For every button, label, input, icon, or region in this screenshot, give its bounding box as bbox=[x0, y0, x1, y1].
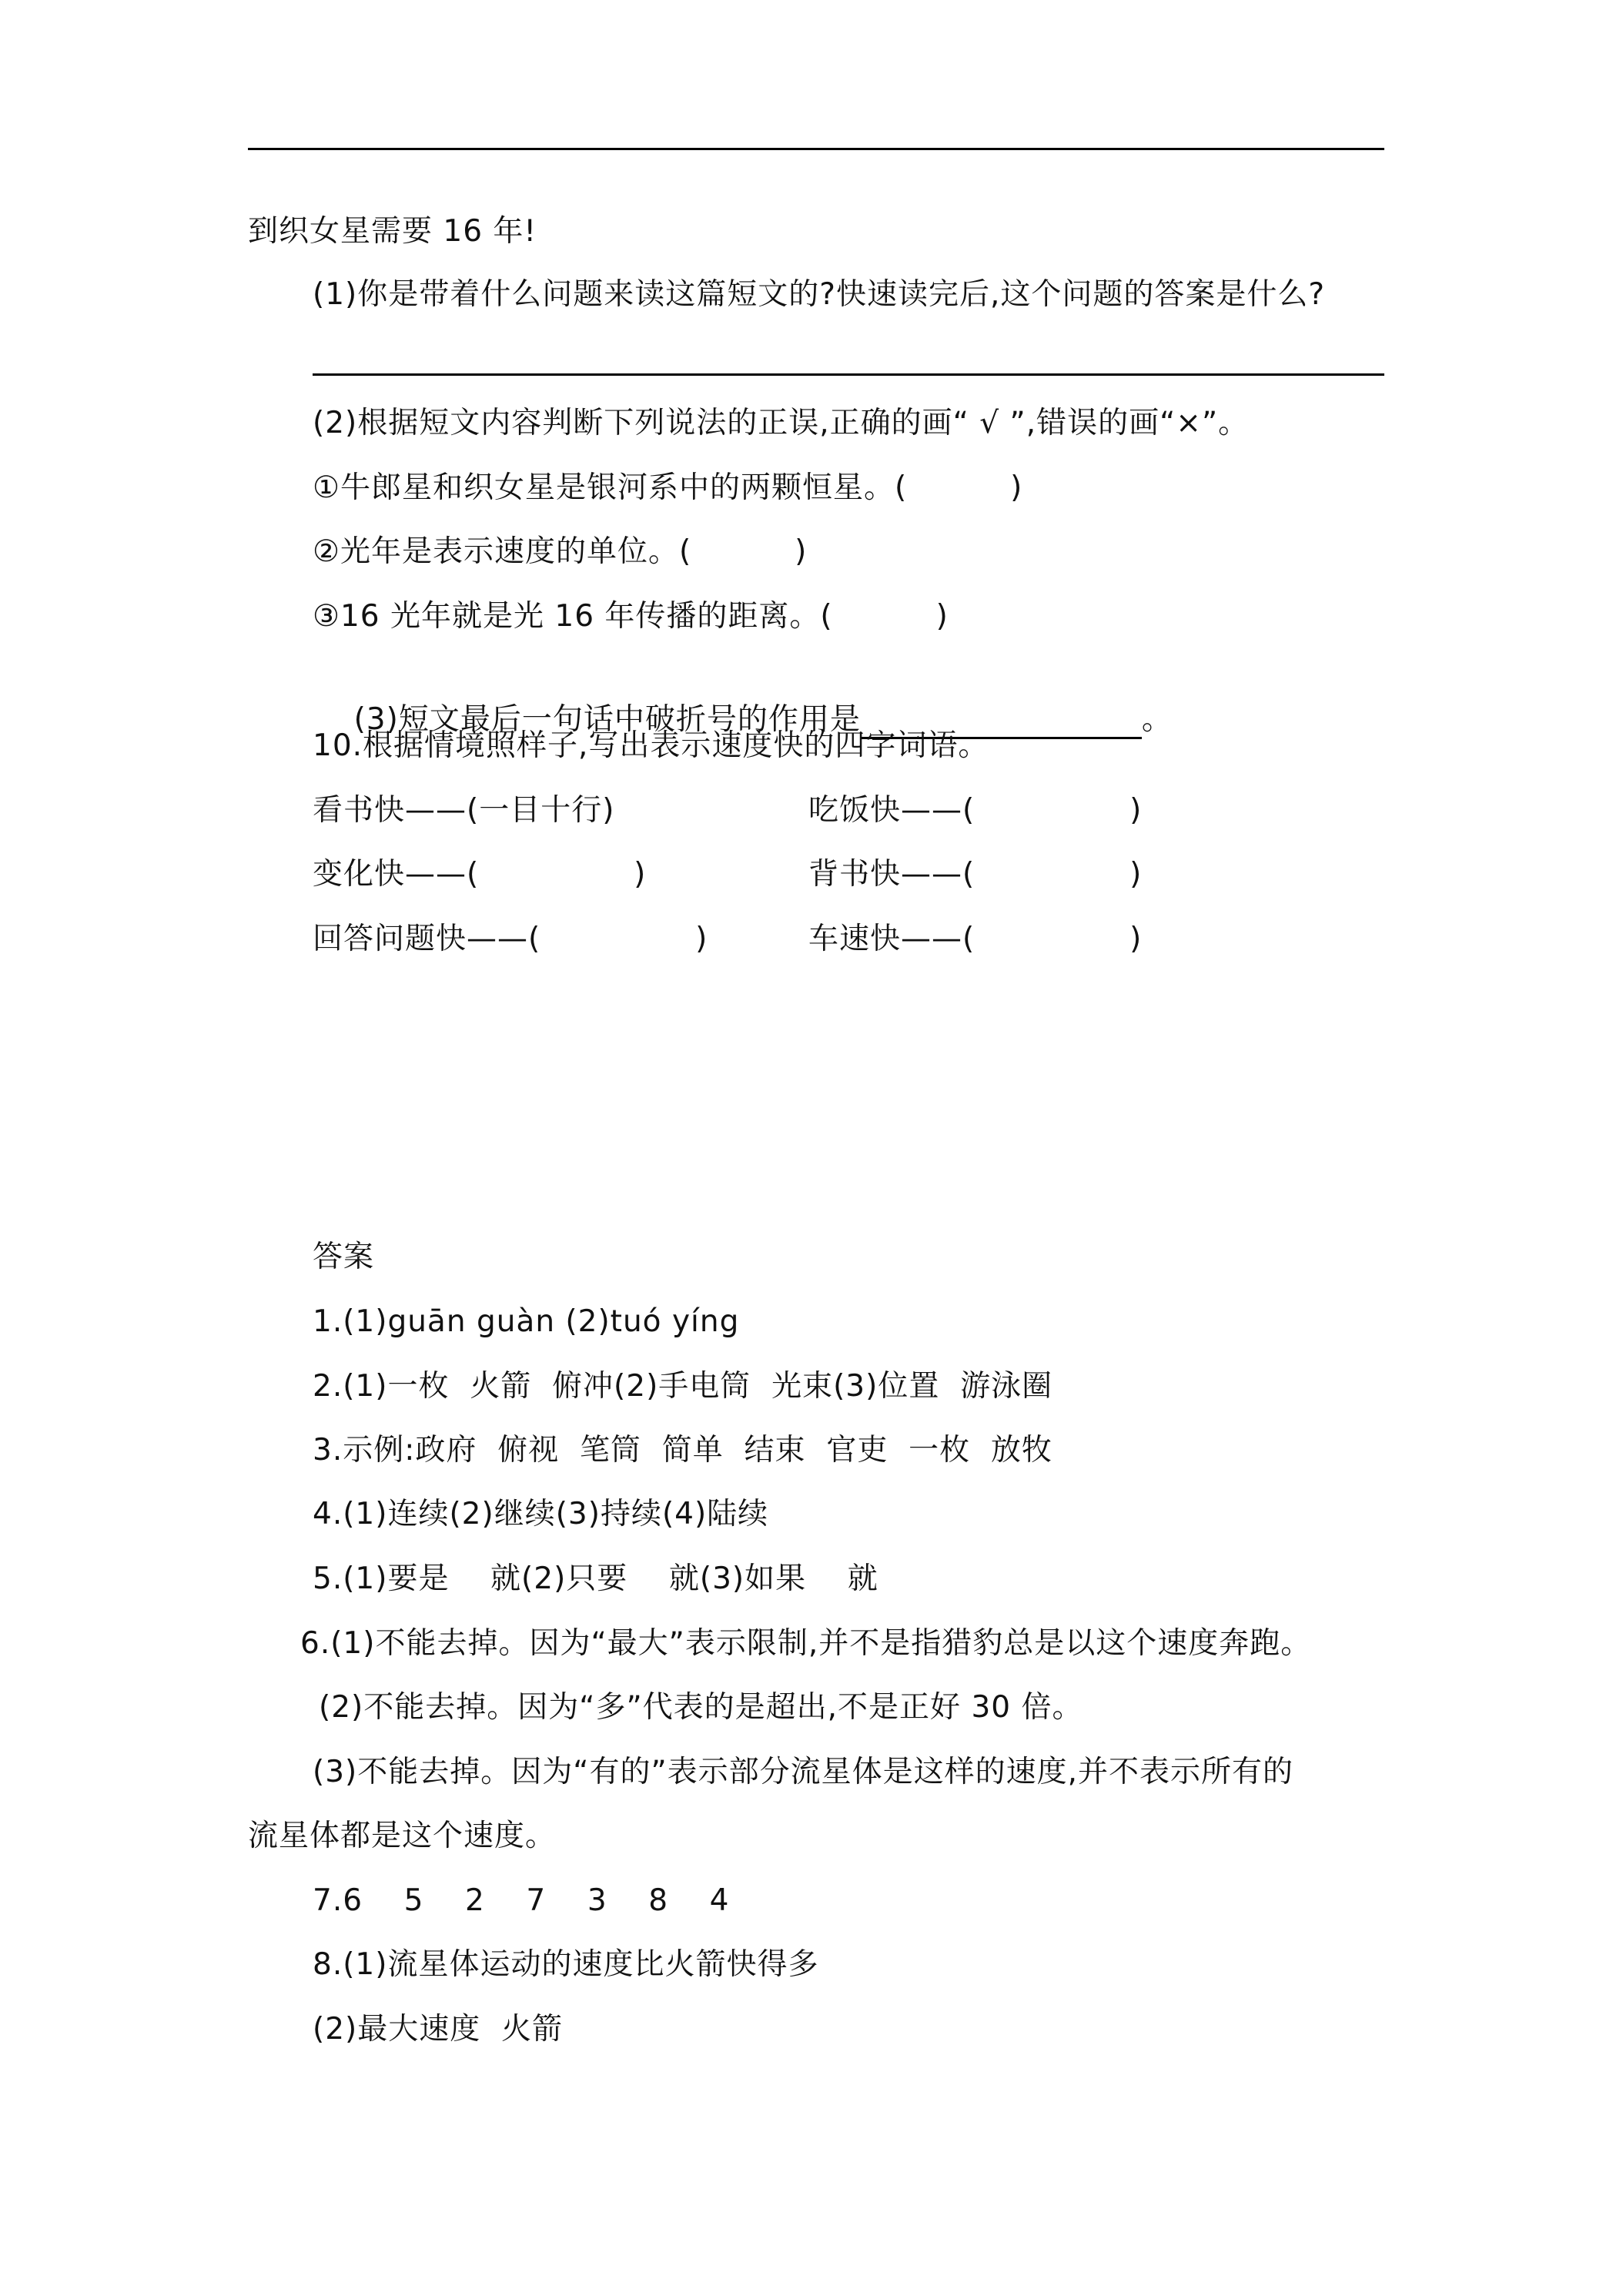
q10-row1-right: 吃饭快——( ) bbox=[808, 793, 1143, 828]
answer-7: 7.6 5 2 7 3 8 4 bbox=[313, 1883, 730, 1918]
answers-heading: 答案 bbox=[313, 1240, 375, 1274]
answer-blank-line bbox=[313, 373, 1384, 376]
answer-2: 2.(1)一枚 火箭 俯冲(2)手电筒 光束(3)位置 游泳圈 bbox=[313, 1369, 1053, 1404]
q10-row3-left: 回答问题快——( ) bbox=[313, 922, 708, 956]
answer-6-2: (2)不能去掉。因为“多”代表的是超出,不是正好 30 倍。 bbox=[319, 1690, 1083, 1725]
q9-part3-prefix: (3)短文最后一句话中破折号的作用是 bbox=[353, 702, 861, 737]
answer-3: 3.示例:政府 俯视 笔筒 简单 结束 官吏 一枚 放牧 bbox=[313, 1433, 1052, 1468]
answer-5: 5.(1)要是 就(2)只要 就(3)如果 就 bbox=[313, 1561, 878, 1596]
q10-row2-right: 背书快——( ) bbox=[808, 857, 1143, 892]
answer-8-2: (2)最大速度 火箭 bbox=[313, 2012, 564, 2047]
answer-4: 4.(1)连续(2)继续(3)持续(4)陆续 bbox=[313, 1497, 769, 1531]
q9-part1: (1)你是带着什么问题来读这篇短文的?快速读完后,这个问题的答案是什么? bbox=[313, 277, 1326, 312]
answer-6-3b: 流星体都是这个速度。 bbox=[248, 1819, 557, 1853]
q10-title: 10.根据情境照样子,写出表示速度快的四字词语。 bbox=[313, 728, 989, 763]
answer-6-1: 6.(1)不能去掉。因为“最大”表示限制,并不是指猎豹总是以这个速度奔跑。 bbox=[300, 1626, 1312, 1661]
continuation-text: 到织女星需要 16 年! bbox=[248, 214, 537, 249]
answer-8-1: 8.(1)流星体运动的速度比火箭快得多 bbox=[313, 1947, 819, 1982]
q10-row1-left: 看书快——(一目十行) bbox=[313, 793, 615, 828]
q10-row2-left: 变化快——( ) bbox=[313, 857, 647, 892]
answer-6-3a: (3)不能去掉。因为“有的”表示部分流星体是这样的速度,并不表示所有的 bbox=[313, 1755, 1294, 1789]
q9-item2: ②光年是表示速度的单位。( ) bbox=[313, 534, 808, 569]
header-rule bbox=[248, 148, 1384, 150]
q9-item1: ①牛郎星和织女星是银河系中的两颗恒星。( ) bbox=[313, 470, 1023, 505]
answer-1: 1.(1)guān guàn (2)tuó yíng bbox=[313, 1304, 740, 1339]
q9-part2: (2)根据短文内容判断下列说法的正误,正确的画“ √ ”,错误的画“×”。 bbox=[313, 406, 1250, 440]
q9-part3-suffix: 。 bbox=[1141, 702, 1173, 737]
q9-item3: ③16 光年就是光 16 年传播的距离。( ) bbox=[313, 599, 949, 634]
q10-row3-right: 车速快——( ) bbox=[808, 922, 1143, 956]
